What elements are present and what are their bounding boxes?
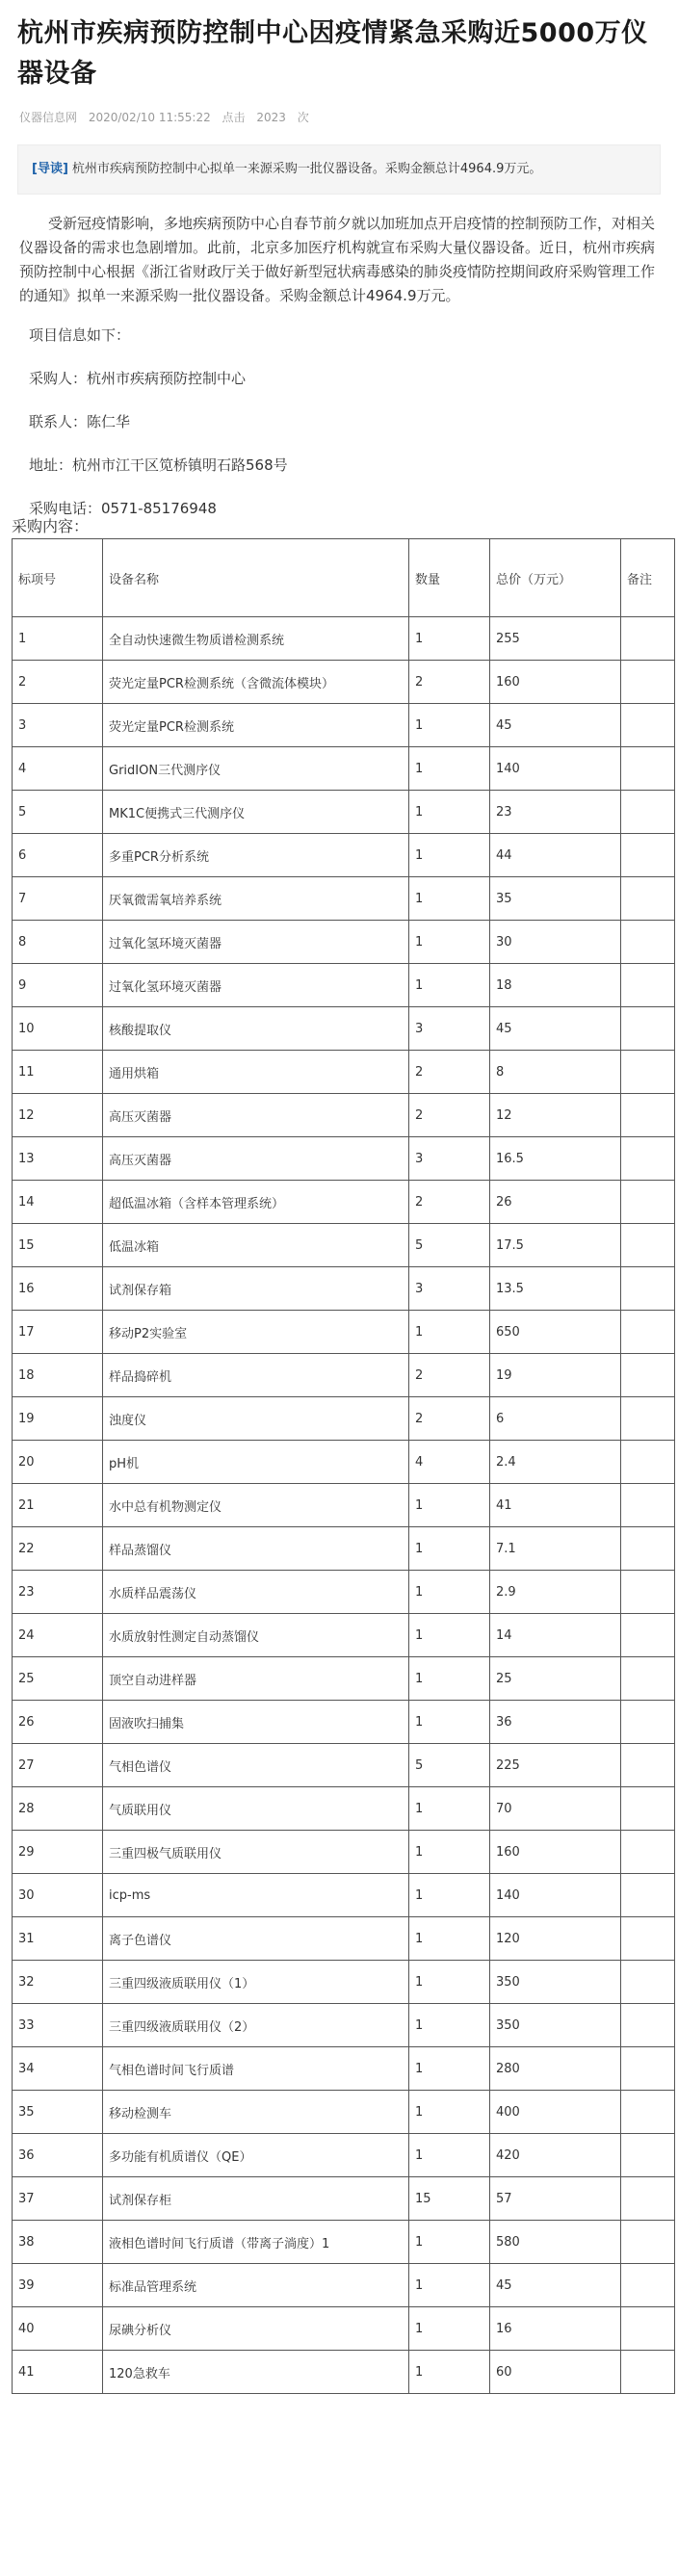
cell-total-price: 7.1 xyxy=(490,1527,621,1571)
cell-quantity: 1 xyxy=(409,1874,490,1917)
table-row xyxy=(13,2221,675,2264)
table-row xyxy=(13,617,675,661)
cell-quantity: 1 xyxy=(409,1701,490,1744)
clicks-count: 2023 xyxy=(256,111,286,124)
cell-item-no: 36 xyxy=(13,2134,103,2177)
table-row xyxy=(13,1787,675,1831)
cell-device-name: icp-ms xyxy=(103,1874,409,1917)
cell-total-price: 350 xyxy=(490,2004,621,2047)
cell-device-name: 气相色谱仪 xyxy=(103,1744,409,1787)
cell-device-name: 水质样品震荡仪 xyxy=(103,1571,409,1614)
cell-device-name: 样品捣碎机 xyxy=(103,1354,409,1397)
address-line: 地址：杭州市江干区笕桥镇明石路568号 xyxy=(29,456,288,474)
cell-quantity: 1 xyxy=(409,1311,490,1354)
cell-total-price: 23 xyxy=(490,791,621,834)
cell-remarks xyxy=(621,2177,675,2221)
cell-total-price: 19 xyxy=(490,1354,621,1397)
table-row xyxy=(13,2351,675,2394)
cell-total-price: 160 xyxy=(490,1831,621,1874)
article-body xyxy=(0,195,678,521)
cell-device-name: 气质联用仪 xyxy=(103,1787,409,1831)
cell-device-name: 核酸提取仪 xyxy=(103,1007,409,1051)
cell-total-price: 255 xyxy=(490,617,621,661)
cell-device-name: GridION三代测序仪 xyxy=(103,747,409,791)
cell-device-name: 三重四级液质联用仪（2） xyxy=(103,2004,409,2047)
cell-remarks xyxy=(621,1571,675,1614)
cell-remarks xyxy=(621,1354,675,1397)
table-row xyxy=(13,1571,675,1614)
cell-quantity: 15 xyxy=(409,2177,490,2221)
cell-remarks xyxy=(621,1657,675,1701)
cell-quantity: 3 xyxy=(409,1007,490,1051)
cell-total-price: 120 xyxy=(490,1917,621,1961)
clicks-label xyxy=(222,111,317,124)
cell-device-name: 低温冰箱 xyxy=(103,1224,409,1267)
cell-total-price: 225 xyxy=(490,1744,621,1787)
table-row xyxy=(13,1354,675,1397)
article-paragraph: 受新冠疫情影响，多地疾病预防中心自春节前夕就以加班加点开启疫情的控制预防工作，对相关仪器设备的需求也急剧增加。此前，北京多加医疗机构就宣布采购大量仪器设备。近日，杭州市疾病预防控制中心根据《浙江省财政厅关于做好新型冠状病毒感染的肺炎疫情防控期间政府采购管理工作的通知》拟单一来源采购一批仪器设备。采购金额总计4964.9万元。 xyxy=(19,215,656,304)
cell-total-price: 140 xyxy=(490,1874,621,1917)
table-row xyxy=(13,1614,675,1657)
cell-remarks xyxy=(621,2307,675,2351)
cell-quantity: 1 xyxy=(409,1787,490,1831)
cell-quantity: 3 xyxy=(409,1267,490,1311)
cell-item-no: 30 xyxy=(13,1874,103,1917)
cell-device-name: 多功能有机质谱仪（QE） xyxy=(103,2134,409,2177)
cell-item-no: 34 xyxy=(13,2047,103,2091)
table-row xyxy=(13,1527,675,1571)
table-row xyxy=(13,1137,675,1181)
cell-total-price: 60 xyxy=(490,2351,621,2394)
cell-device-name: 厌氧微需氧培养系统 xyxy=(103,877,409,921)
table-row xyxy=(13,704,675,747)
table-row xyxy=(13,1267,675,1311)
cell-quantity: 2 xyxy=(409,1181,490,1224)
cell-quantity: 5 xyxy=(409,1224,490,1267)
cell-quantity: 2 xyxy=(409,661,490,704)
cell-device-name: 样品蒸馏仪 xyxy=(103,1527,409,1571)
cell-remarks xyxy=(621,704,675,747)
cell-device-name: 高压灭菌器 xyxy=(103,1137,409,1181)
cell-total-price: 44 xyxy=(490,834,621,877)
table-row xyxy=(13,1181,675,1224)
header-device-name: 设备名称 xyxy=(103,539,409,617)
cell-item-no: 18 xyxy=(13,1354,103,1397)
table-row xyxy=(13,747,675,791)
cell-device-name: 气相色谱时间飞行质谱 xyxy=(103,2047,409,2091)
table-row xyxy=(13,1831,675,1874)
table-row xyxy=(13,1874,675,1917)
cell-total-price: 2.4 xyxy=(490,1441,621,1484)
cell-total-price: 12 xyxy=(490,1094,621,1137)
table-row xyxy=(13,1094,675,1137)
cell-total-price: 17.5 xyxy=(490,1224,621,1267)
cell-item-no: 4 xyxy=(13,747,103,791)
article-meta xyxy=(0,94,678,137)
table-row xyxy=(13,964,675,1007)
cell-remarks xyxy=(621,1267,675,1311)
publish-datetime: 2020/02/10 11:55:22 xyxy=(88,111,211,124)
table-row xyxy=(13,1917,675,1961)
table-row xyxy=(13,1311,675,1354)
cell-total-price: 26 xyxy=(490,1181,621,1224)
cell-remarks xyxy=(621,1224,675,1267)
cell-device-name: 荧光定量PCR检测系统 xyxy=(103,704,409,747)
cell-quantity: 1 xyxy=(409,921,490,964)
cell-device-name: 离子色谱仪 xyxy=(103,1917,409,1961)
cell-remarks xyxy=(621,2091,675,2134)
cell-remarks xyxy=(621,1874,675,1917)
cell-remarks xyxy=(621,2351,675,2394)
cell-quantity: 1 xyxy=(409,834,490,877)
cell-device-name: 过氧化氢环境灭菌器 xyxy=(103,921,409,964)
cell-item-no: 24 xyxy=(13,1614,103,1657)
cell-item-no: 15 xyxy=(13,1224,103,1267)
cell-total-price: 45 xyxy=(490,704,621,747)
table-header-row xyxy=(13,539,675,617)
cell-total-price: 400 xyxy=(490,2091,621,2134)
cell-quantity: 2 xyxy=(409,1051,490,1094)
cell-item-no: 19 xyxy=(13,1397,103,1441)
cell-total-price: 350 xyxy=(490,1961,621,2004)
cell-item-no: 22 xyxy=(13,1527,103,1571)
cell-device-name: 移动检测车 xyxy=(103,2091,409,2134)
cell-quantity: 1 xyxy=(409,1657,490,1701)
cell-remarks xyxy=(621,1311,675,1354)
cell-remarks xyxy=(621,877,675,921)
cell-quantity: 1 xyxy=(409,2264,490,2307)
cell-remarks xyxy=(621,964,675,1007)
cell-device-name: 三重四极气质联用仪 xyxy=(103,1831,409,1874)
cell-remarks xyxy=(621,2004,675,2047)
cell-item-no: 1 xyxy=(13,617,103,661)
info-heading: 项目信息如下： xyxy=(29,326,131,344)
cell-device-name: 液相色谱时间飞行质谱（带离子淌度）1 xyxy=(103,2221,409,2264)
cell-device-name: 固液吹扫捕集 xyxy=(103,1701,409,1744)
cell-remarks xyxy=(621,1441,675,1484)
cell-item-no: 17 xyxy=(13,1311,103,1354)
table-row xyxy=(13,1484,675,1527)
cell-total-price: 140 xyxy=(490,747,621,791)
lead-text: 杭州市疾病预防控制中心拟单一来源采购一批仪器设备。采购金额总计4964.9万元。 xyxy=(71,162,542,176)
cell-quantity: 4 xyxy=(409,1441,490,1484)
header-total-price: 总价（万元） xyxy=(490,539,621,617)
phone-line: 采购电话：0571-85176948 xyxy=(29,500,217,517)
cell-remarks xyxy=(621,2264,675,2307)
cell-device-name: 标准品管理系统 xyxy=(103,2264,409,2307)
cell-remarks xyxy=(621,1051,675,1094)
cell-device-name: pH机 xyxy=(103,1441,409,1484)
cell-remarks xyxy=(621,834,675,877)
cell-quantity: 2 xyxy=(409,1094,490,1137)
clicks-unit: 次 xyxy=(297,111,309,124)
table-row xyxy=(13,2177,675,2221)
cell-quantity: 1 xyxy=(409,2221,490,2264)
cell-device-name: 尿碘分析仪 xyxy=(103,2307,409,2351)
table-row xyxy=(13,2047,675,2091)
header-quantity: 数量 xyxy=(409,539,490,617)
cell-device-name: 试剂保存箱 xyxy=(103,1267,409,1311)
cell-quantity: 1 xyxy=(409,1484,490,1527)
cell-remarks xyxy=(621,747,675,791)
cell-remarks xyxy=(621,1787,675,1831)
cell-device-name: 全自动快速微生物质谱检测系统 xyxy=(103,617,409,661)
table-row xyxy=(13,1657,675,1701)
cell-item-no: 13 xyxy=(13,1137,103,1181)
cell-remarks xyxy=(621,1961,675,2004)
header-item-no: 标项号 xyxy=(13,539,103,617)
cell-quantity: 1 xyxy=(409,1831,490,1874)
cell-item-no: 3 xyxy=(13,704,103,747)
cell-total-price: 30 xyxy=(490,921,621,964)
procurement-label: 采购内容： xyxy=(12,517,90,535)
cell-remarks xyxy=(621,617,675,661)
cell-remarks xyxy=(621,791,675,834)
cell-device-name: 移动P2实验室 xyxy=(103,1311,409,1354)
cell-quantity: 3 xyxy=(409,1137,490,1181)
cell-quantity: 5 xyxy=(409,1744,490,1787)
cell-item-no: 32 xyxy=(13,1961,103,2004)
cell-device-name: 顶空自动进样器 xyxy=(103,1657,409,1701)
cell-total-price: 160 xyxy=(490,661,621,704)
cell-total-price: 6 xyxy=(490,1397,621,1441)
cell-item-no: 23 xyxy=(13,1571,103,1614)
table-row xyxy=(13,1397,675,1441)
cell-device-name: 多重PCR分析系统 xyxy=(103,834,409,877)
cell-total-price: 8 xyxy=(490,1051,621,1094)
table-row xyxy=(13,1961,675,2004)
cell-total-price: 45 xyxy=(490,2264,621,2307)
cell-total-price: 41 xyxy=(490,1484,621,1527)
cell-total-price: 13.5 xyxy=(490,1267,621,1311)
table-row xyxy=(13,1744,675,1787)
cell-remarks xyxy=(621,921,675,964)
cell-item-no: 28 xyxy=(13,1787,103,1831)
cell-item-no: 37 xyxy=(13,2177,103,2221)
cell-device-name: MK1C便携式三代测序仪 xyxy=(103,791,409,834)
purchaser-line: 采购人：杭州市疾病预防控制中心 xyxy=(29,370,247,387)
cell-remarks xyxy=(621,1397,675,1441)
cell-remarks xyxy=(621,2134,675,2177)
table-row xyxy=(13,1441,675,1484)
cell-total-price: 35 xyxy=(490,877,621,921)
cell-item-no: 20 xyxy=(13,1441,103,1484)
cell-item-no: 33 xyxy=(13,2004,103,2047)
cell-remarks xyxy=(621,1181,675,1224)
cell-device-name: 三重四级液质联用仪（1） xyxy=(103,1961,409,2004)
cell-item-no: 26 xyxy=(13,1701,103,1744)
cell-remarks xyxy=(621,1831,675,1874)
cell-remarks xyxy=(621,1527,675,1571)
cell-quantity: 1 xyxy=(409,1917,490,1961)
cell-total-price: 16.5 xyxy=(490,1137,621,1181)
table-row xyxy=(13,877,675,921)
cell-quantity: 1 xyxy=(409,1527,490,1571)
cell-remarks xyxy=(621,661,675,704)
cell-device-name: 试剂保存柜 xyxy=(103,2177,409,2221)
cell-quantity: 1 xyxy=(409,1614,490,1657)
table-row xyxy=(13,1701,675,1744)
cell-device-name: 过氧化氢环境灭菌器 xyxy=(103,964,409,1007)
procurement-table xyxy=(12,538,675,2394)
table-row xyxy=(13,1007,675,1051)
table-row xyxy=(13,661,675,704)
cell-item-no: 16 xyxy=(13,1267,103,1311)
cell-item-no: 25 xyxy=(13,1657,103,1701)
cell-item-no: 40 xyxy=(13,2307,103,2351)
cell-total-price: 25 xyxy=(490,1657,621,1701)
source-label[interactable]: 仪器信息网 xyxy=(19,111,78,124)
cell-device-name: 浊度仪 xyxy=(103,1397,409,1441)
cell-remarks xyxy=(621,1137,675,1181)
cell-quantity: 2 xyxy=(409,1397,490,1441)
cell-item-no: 2 xyxy=(13,661,103,704)
cell-item-no: 6 xyxy=(13,834,103,877)
cell-quantity: 1 xyxy=(409,877,490,921)
contact-line: 联系人：陈仁华 xyxy=(29,413,131,430)
cell-item-no: 31 xyxy=(13,1917,103,1961)
cell-total-price: 420 xyxy=(490,2134,621,2177)
cell-quantity: 1 xyxy=(409,2091,490,2134)
cell-remarks xyxy=(621,1007,675,1051)
table-row xyxy=(13,2004,675,2047)
cell-item-no: 41 xyxy=(13,2351,103,2394)
cell-quantity: 1 xyxy=(409,2134,490,2177)
cell-item-no: 38 xyxy=(13,2221,103,2264)
cell-item-no: 10 xyxy=(13,1007,103,1051)
cell-device-name: 水中总有机物测定仪 xyxy=(103,1484,409,1527)
cell-device-name: 水质放射性测定自动蒸馏仪 xyxy=(103,1614,409,1657)
cell-device-name: 通用烘箱 xyxy=(103,1051,409,1094)
cell-device-name: 120急救车 xyxy=(103,2351,409,2394)
table-row xyxy=(13,2264,675,2307)
lead-tag: [导读] xyxy=(32,162,68,176)
table-row xyxy=(13,2091,675,2134)
cell-item-no: 39 xyxy=(13,2264,103,2307)
cell-remarks xyxy=(621,1614,675,1657)
table-row xyxy=(13,834,675,877)
table-row xyxy=(13,1051,675,1094)
cell-quantity: 1 xyxy=(409,964,490,1007)
cell-quantity: 1 xyxy=(409,1571,490,1614)
table-row xyxy=(13,791,675,834)
cell-total-price: 280 xyxy=(490,2047,621,2091)
cell-item-no: 35 xyxy=(13,2091,103,2134)
cell-total-price: 580 xyxy=(490,2221,621,2264)
cell-total-price: 2.9 xyxy=(490,1571,621,1614)
cell-quantity: 2 xyxy=(409,1354,490,1397)
cell-device-name: 荧光定量PCR检测系统（含微流体模块） xyxy=(103,661,409,704)
article-title: 杭州市疾病预防控制中心因疫情紧急采购近5000万仪器设备 xyxy=(17,18,648,89)
cell-quantity: 1 xyxy=(409,1961,490,2004)
cell-item-no: 27 xyxy=(13,1744,103,1787)
cell-remarks xyxy=(621,1484,675,1527)
cell-total-price: 45 xyxy=(490,1007,621,1051)
cell-total-price: 18 xyxy=(490,964,621,1007)
cell-total-price: 650 xyxy=(490,1311,621,1354)
table-row xyxy=(13,1224,675,1267)
cell-remarks xyxy=(621,2047,675,2091)
cell-item-no: 29 xyxy=(13,1831,103,1874)
cell-total-price: 14 xyxy=(490,1614,621,1657)
cell-item-no: 11 xyxy=(13,1051,103,1094)
table-row xyxy=(13,2307,675,2351)
cell-item-no: 5 xyxy=(13,791,103,834)
cell-quantity: 1 xyxy=(409,2307,490,2351)
cell-total-price: 70 xyxy=(490,1787,621,1831)
cell-remarks xyxy=(621,1744,675,1787)
cell-quantity: 1 xyxy=(409,2351,490,2394)
cell-quantity: 1 xyxy=(409,2047,490,2091)
cell-remarks xyxy=(621,2221,675,2264)
cell-quantity: 1 xyxy=(409,747,490,791)
table-body xyxy=(13,617,675,2394)
cell-quantity: 1 xyxy=(409,2004,490,2047)
header-remarks: 备注 xyxy=(621,539,675,617)
clicks-text: 点击 xyxy=(222,111,246,124)
cell-quantity: 1 xyxy=(409,791,490,834)
cell-remarks xyxy=(621,1701,675,1744)
cell-device-name: 超低温冰箱（含样本管理系统） xyxy=(103,1181,409,1224)
cell-total-price: 16 xyxy=(490,2307,621,2351)
cell-item-no: 12 xyxy=(13,1094,103,1137)
cell-quantity: 1 xyxy=(409,704,490,747)
cell-remarks xyxy=(621,1094,675,1137)
table-row xyxy=(13,2134,675,2177)
lead-summary xyxy=(17,144,661,195)
table-row xyxy=(13,921,675,964)
cell-device-name: 高压灭菌器 xyxy=(103,1094,409,1137)
cell-total-price: 57 xyxy=(490,2177,621,2221)
cell-item-no: 9 xyxy=(13,964,103,1007)
cell-remarks xyxy=(621,1917,675,1961)
cell-item-no: 21 xyxy=(13,1484,103,1527)
cell-item-no: 7 xyxy=(13,877,103,921)
cell-item-no: 8 xyxy=(13,921,103,964)
cell-item-no: 14 xyxy=(13,1181,103,1224)
cell-quantity: 1 xyxy=(409,617,490,661)
cell-total-price: 36 xyxy=(490,1701,621,1744)
